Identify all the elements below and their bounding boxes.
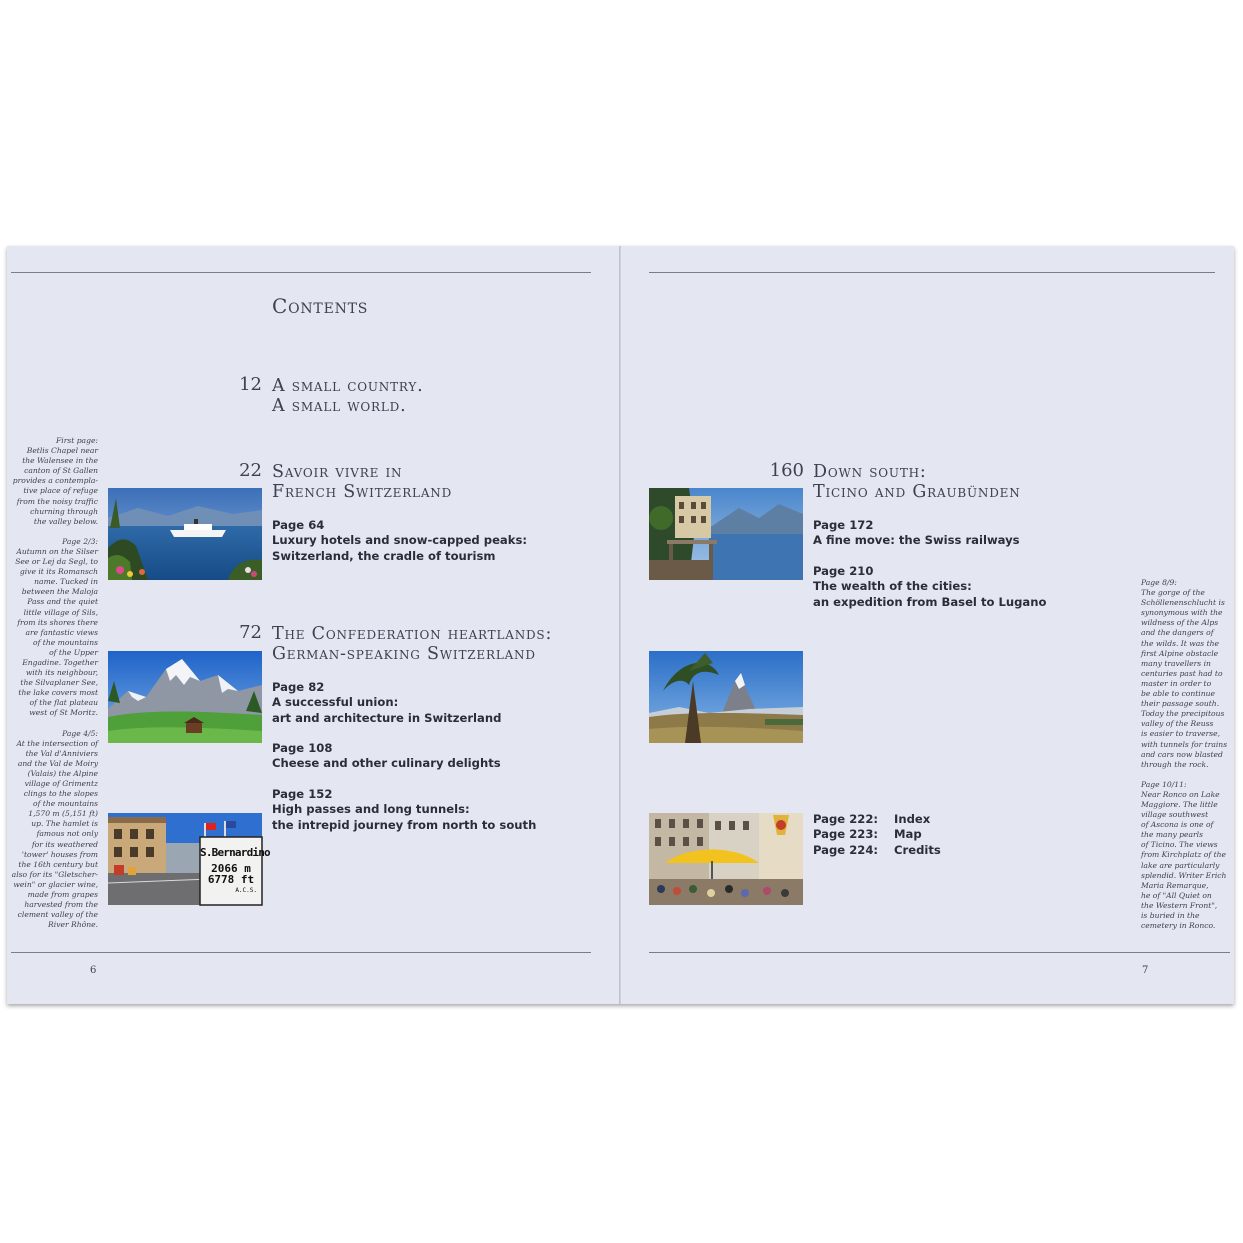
caption-line: the Walensee in the bbox=[22, 456, 98, 466]
right-margin-captions bbox=[1141, 578, 1227, 931]
entry-page: Page 210 bbox=[813, 564, 874, 578]
section-number: 22 bbox=[239, 460, 262, 481]
toc-entry bbox=[813, 564, 1046, 610]
caption-line: village southwest bbox=[1141, 810, 1209, 820]
caption-line: Page 8/9: bbox=[1141, 578, 1177, 587]
caption-line: canton of St Gallen bbox=[24, 466, 98, 476]
index-row bbox=[813, 812, 941, 827]
section-title bbox=[813, 462, 1021, 502]
caption-line: from Kirchplatz of the bbox=[1141, 850, 1227, 860]
caption-line: wildness of the Alps bbox=[1141, 618, 1219, 628]
caption-line: the lake covers most bbox=[18, 688, 98, 698]
caption-line: the Val d'Anniviers bbox=[25, 748, 98, 758]
caption-line: See or Lej da Segl, to bbox=[15, 557, 98, 567]
pass-sign-club: A.C.S. bbox=[235, 887, 257, 894]
book-gutter bbox=[619, 246, 621, 1004]
entry-page: Page 82 bbox=[272, 680, 325, 694]
pass-sign-height-ft: 6778 ft bbox=[207, 873, 255, 886]
caption-line: made from grapes bbox=[27, 890, 98, 900]
entry-line: art and architecture in Switzerland bbox=[272, 710, 502, 725]
entry-page: Page 152 bbox=[272, 787, 333, 801]
caption-line: with tunnels for trains bbox=[1141, 739, 1228, 749]
photo-caption bbox=[12, 436, 98, 527]
pass-sign-height-m: 2066 m bbox=[211, 862, 251, 875]
entry-line: an expedition from Basel to Lugano bbox=[813, 594, 1047, 609]
caption-line: (Valais) the Alpine bbox=[27, 768, 98, 778]
caption-line: Autumn on the Silser bbox=[16, 546, 98, 556]
entry-line: A successful union: bbox=[272, 695, 399, 710]
caption-line: 'tower' houses from bbox=[21, 849, 98, 859]
caption-line: River Rhône. bbox=[48, 920, 98, 930]
toc-entry bbox=[272, 741, 501, 772]
toc-entry bbox=[272, 787, 536, 833]
entry-line: Luxury hotels and snow-capped peaks: bbox=[272, 533, 528, 548]
caption-line: Page 10/11: bbox=[1141, 779, 1187, 789]
photo-caption bbox=[1141, 780, 1227, 931]
caption-line: Schöllenenschlucht is bbox=[1141, 598, 1225, 608]
caption-line: also for its "Gletscher- bbox=[11, 869, 98, 879]
toc-entry bbox=[813, 518, 1020, 549]
caption-line: Betlis Chapel near bbox=[26, 446, 98, 456]
caption-line: tive place of refuge bbox=[23, 486, 98, 496]
section-number: 12 bbox=[239, 374, 262, 395]
caption-line: master in order to bbox=[1141, 678, 1212, 688]
bottom-rule-right bbox=[649, 952, 1230, 953]
section-title-line: French Switzerland bbox=[272, 482, 453, 502]
caption-line: of Ascona is one of bbox=[1141, 820, 1214, 830]
caption-line: the Silvaplaner See, bbox=[20, 678, 98, 688]
entry-line: A fine move: the Swiss railways bbox=[813, 533, 1020, 548]
caption-line: splendid. Writer Erich bbox=[1141, 870, 1227, 880]
caption-line: The gorge of the bbox=[1141, 588, 1205, 598]
section-title-line: A small world. bbox=[272, 396, 407, 416]
top-rule-right bbox=[649, 272, 1215, 273]
entry-page: Page 108 bbox=[272, 741, 333, 755]
section-title bbox=[272, 462, 452, 502]
caption-line: of the mountains bbox=[33, 637, 98, 647]
caption-line: many travellers in bbox=[1141, 658, 1211, 668]
caption-gap bbox=[12, 719, 98, 729]
caption-line: Page 2/3: bbox=[62, 536, 98, 546]
bottom-rule-left bbox=[11, 952, 591, 953]
caption-line: from the noisy traffic bbox=[16, 496, 98, 506]
caption-line: Today the precipitous bbox=[1141, 709, 1225, 719]
caption-line: wein" or glacier wine, bbox=[13, 879, 98, 889]
entry-line: Cheese and other culinary delights bbox=[272, 756, 501, 771]
photo-caption bbox=[12, 729, 98, 931]
caption-line: Pass and the quiet bbox=[27, 597, 98, 607]
section-title bbox=[272, 376, 423, 416]
caption-line: be able to continue bbox=[1141, 689, 1216, 699]
index-page: Page 224: bbox=[813, 842, 879, 857]
caption-line: their passage south. bbox=[1141, 699, 1220, 709]
section-title-line: German-speaking Switzerland bbox=[272, 644, 536, 664]
entry-line: The wealth of the cities: bbox=[813, 579, 972, 594]
caption-line: are fantastic views bbox=[25, 627, 98, 637]
caption-line: harvested from the bbox=[24, 900, 98, 910]
photo-caption bbox=[1141, 578, 1227, 770]
caption-line: centuries past had to bbox=[1141, 668, 1223, 678]
entry-page: Page 64 bbox=[272, 518, 325, 532]
pass-sign-name: S.Bernardino bbox=[200, 846, 270, 859]
caption-line: little village of Sils, bbox=[23, 607, 98, 617]
photo-mountain-meadow bbox=[108, 651, 262, 743]
caption-line: through the rock. bbox=[1141, 759, 1209, 769]
section-number: 72 bbox=[239, 622, 262, 643]
toc-entry bbox=[272, 680, 501, 726]
caption-line: provides a contempla- bbox=[12, 476, 98, 486]
page-number-right: 7 bbox=[1142, 965, 1149, 976]
caption-line: synonymous with the bbox=[1141, 608, 1223, 618]
section-title-line: The Confederation heartlands: bbox=[272, 624, 553, 644]
photo-caption bbox=[12, 537, 98, 719]
caption-line: the Western Front", bbox=[1141, 900, 1218, 910]
caption-line: Page 4/5: bbox=[62, 728, 98, 738]
index-label: Credits bbox=[894, 842, 941, 857]
pass-sign bbox=[200, 837, 270, 905]
caption-line: Engadine. Together bbox=[22, 657, 98, 667]
page-number-left: 6 bbox=[90, 965, 97, 976]
index-row bbox=[813, 827, 941, 842]
caption-line: up. The hamlet is bbox=[31, 819, 98, 829]
caption-line: and cars now blasted bbox=[1141, 749, 1223, 759]
caption-line: of Ticino. The views bbox=[1141, 840, 1218, 850]
caption-line: with its neighbour, bbox=[25, 668, 98, 678]
photo-city-cafe-square bbox=[649, 813, 803, 905]
contents-title: Contents bbox=[272, 294, 369, 318]
index-label: Map bbox=[894, 827, 922, 842]
section-title-line: Ticino and Graubünden bbox=[813, 482, 1021, 502]
caption-line: the many pearls bbox=[1141, 830, 1204, 840]
photo-ticino-lake-village bbox=[649, 488, 803, 580]
caption-line: of the mountains bbox=[33, 799, 98, 809]
caption-line: lake are particularly bbox=[1141, 860, 1220, 870]
caption-line: and the Val de Moiry bbox=[17, 758, 98, 768]
caption-line: Maria Remarque, bbox=[1141, 880, 1209, 890]
caption-line: is buried in the bbox=[1141, 911, 1200, 920]
caption-line: of the flat plateau bbox=[29, 698, 98, 708]
entry-line: High passes and long tunnels: bbox=[272, 802, 470, 817]
caption-line: between the Maloja bbox=[21, 587, 98, 597]
caption-line: valley of the Reuss bbox=[1141, 719, 1214, 729]
photo-lake-steamer bbox=[108, 488, 262, 580]
toc-entry bbox=[272, 518, 527, 564]
index-row bbox=[813, 843, 941, 858]
caption-line: of the Upper bbox=[49, 647, 98, 657]
section-title bbox=[272, 624, 552, 664]
index-entries bbox=[813, 812, 941, 858]
caption-line: Near Ronco on Lake bbox=[1141, 789, 1220, 799]
caption-line: first Alpine obstacle bbox=[1141, 648, 1219, 658]
book-spread bbox=[7, 246, 1234, 1004]
caption-line: the valley below. bbox=[33, 516, 98, 526]
caption-line: famous not only bbox=[36, 829, 98, 839]
entry-line: the intrepid journey from north to south bbox=[272, 817, 537, 832]
caption-line: he of "All Quiet on bbox=[1141, 890, 1212, 900]
caption-line: west of St Moritz. bbox=[29, 708, 98, 718]
photo-matterhorn bbox=[649, 651, 803, 743]
caption-line: clement valley of the bbox=[17, 910, 98, 920]
caption-line: At the intersection of bbox=[16, 738, 98, 748]
caption-line: from its shores there bbox=[17, 617, 98, 627]
caption-line: village of Grimentz bbox=[24, 779, 98, 788]
caption-line: give it its Romansch bbox=[19, 567, 98, 577]
caption-line: the 16th century but bbox=[18, 859, 98, 869]
caption-line: clings to the slopes bbox=[23, 789, 98, 799]
caption-line: cemetery in Ronco. bbox=[1141, 921, 1216, 931]
section-number: 160 bbox=[769, 460, 804, 481]
caption-line: First page: bbox=[56, 436, 98, 445]
section-title-line: Down south: bbox=[813, 462, 927, 482]
index-page: Page 222: bbox=[813, 812, 879, 826]
caption-gap bbox=[1141, 770, 1227, 780]
caption-line: 1,570 m (5,151 ft) bbox=[28, 809, 98, 819]
entry-line: Switzerland, the cradle of tourism bbox=[272, 548, 496, 563]
caption-line: is easier to traverse, bbox=[1141, 729, 1221, 739]
caption-line: for its weathered bbox=[31, 839, 98, 849]
caption-line: name. Tucked in bbox=[34, 577, 98, 587]
caption-line: and the dangers of bbox=[1141, 628, 1214, 638]
section-title-line: A small country. bbox=[272, 376, 424, 396]
caption-line: churning through bbox=[30, 506, 98, 516]
left-margin-captions bbox=[12, 436, 98, 930]
photo-san-bernardino-pass bbox=[108, 813, 270, 905]
caption-gap bbox=[12, 527, 98, 537]
entry-page: Page 172 bbox=[813, 518, 874, 532]
top-rule-left bbox=[11, 272, 591, 273]
caption-line: the wilds. It was the bbox=[1141, 638, 1220, 648]
section-title-line: Savoir vivre in bbox=[272, 462, 403, 482]
caption-line: Maggiore. The little bbox=[1141, 799, 1218, 809]
index-page: Page 223: bbox=[813, 827, 879, 842]
index-label: Index bbox=[894, 812, 931, 826]
